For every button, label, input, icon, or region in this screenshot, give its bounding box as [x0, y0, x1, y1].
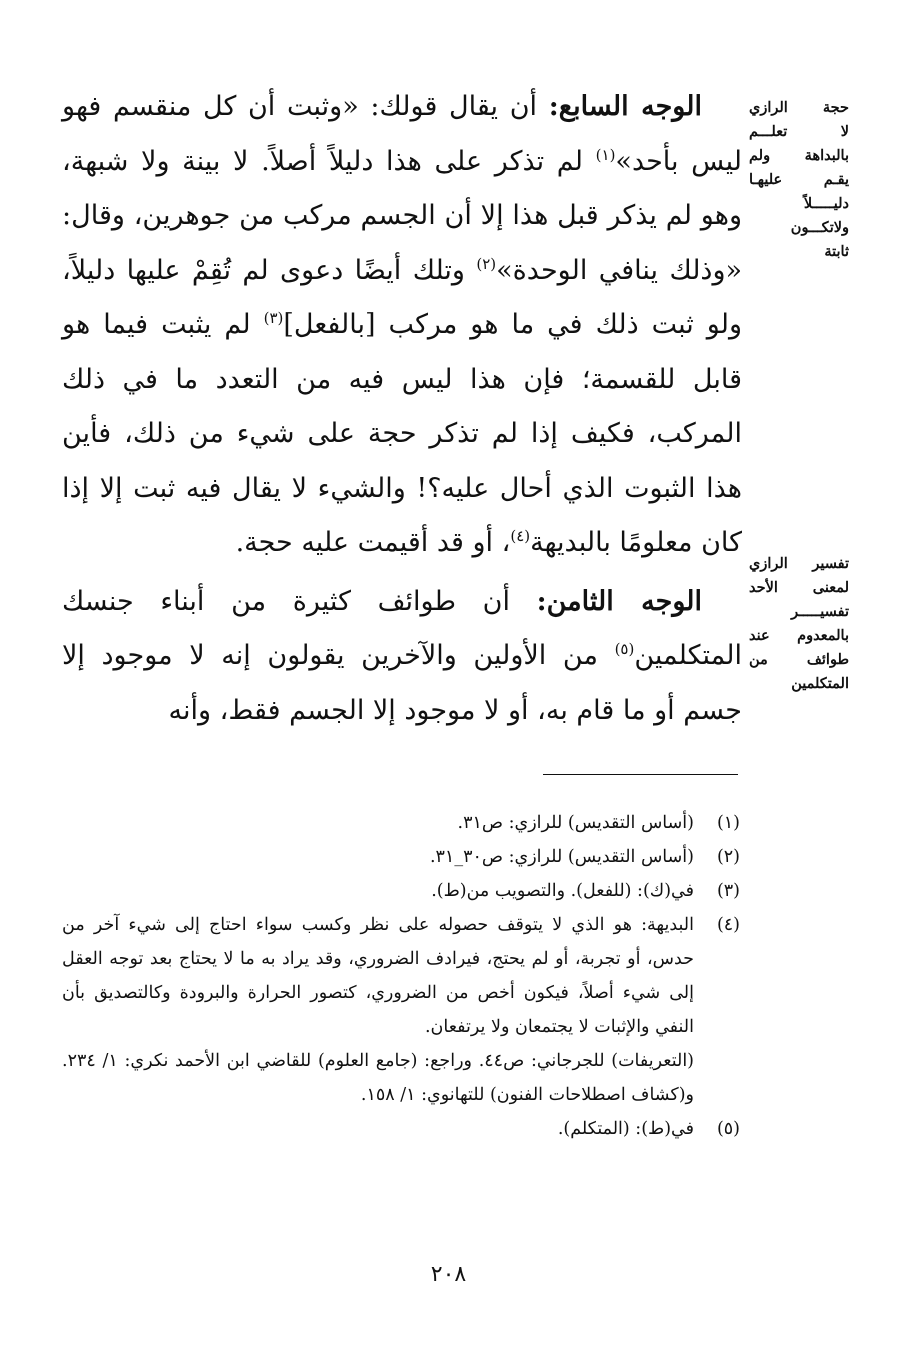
text-segment: ، أو قد أقيمت عليه حجة.	[235, 527, 511, 558]
footnote-text: (أساس التقديس) للرازي: ص٣١.	[457, 813, 694, 833]
footnote-number: (٤)	[716, 915, 740, 935]
text-segment: وتلك أيضًا دعوى لم تُقِمْ عليها دليلاً، ولو ثبت ذلك في ما هو مركب [بالفعل]	[62, 254, 742, 340]
margin-note-line: تفسيـــــر	[791, 603, 849, 620]
margin-note-line: ثابتة	[824, 243, 849, 260]
page-number: ٢٠٨	[430, 1262, 467, 1287]
margin-note-line: بالبداهة ولم	[749, 147, 849, 164]
text-segment: أن طوائف كثيرة من أبناء جنسك المتكلمين	[62, 585, 742, 671]
footnote-item	[62, 1112, 740, 1146]
margin-note-razi-argument	[749, 96, 849, 264]
footnote-text: في(ط): (المتكلم).	[557, 1119, 694, 1139]
footnote-item	[62, 908, 740, 1112]
footnote-body	[62, 908, 694, 1112]
section-heading: الوجه الثامن:	[536, 585, 703, 617]
text-segment: أن يقال قولك: «وثبت أن كل منقسم فهو ليس بأحد»	[62, 91, 742, 177]
footnote-text: في(ك): (للفعل). والتصويب من(ط).	[431, 881, 694, 901]
margin-note-line: لمعنى الأحد	[749, 579, 849, 596]
footnote-number: (٢)	[716, 847, 740, 867]
footnote-ref: (٣)	[263, 309, 284, 327]
margin-note-line: حجة الرازي	[749, 99, 849, 116]
footnotes	[62, 806, 740, 1146]
footnote-text: البديهة: هو الذي لا يتوقف حصوله على نظر وكسب سواء احتاج إلى شيء آخر من حدس، أو تجربة، أو لم يحتج، فيرادف الضروري، وقد يراد به ما لا يحتاج بعد توجه العقل إلى شيء أصلاً، فيكون أخص من الضروري، كتصور الحرارة والبرودة وكالتصديق بأن النفي والإثبات لا يجتمعان ولا يرتفعان.	[62, 915, 694, 1037]
footnote-number: (١)	[716, 813, 740, 833]
footnote-ref: (٢)	[476, 254, 497, 273]
margin-note-line: دليـــــلاً	[803, 195, 849, 212]
margin-note-line: تفسير الرازي	[749, 555, 849, 572]
paragraph-eighth-aspect	[62, 575, 742, 739]
margin-note-line: طوائف من	[749, 651, 849, 668]
footnote-text: (التعريفات) للجرجاني: ص٤٤. وراجع: (جامع العلوم) للقاضي ابن الأحمد نكري: ١/ ٢٣٤. و(كشاف اصطلاحات الفنون) للتهانوي: ١/ ١٥٨.	[62, 1051, 695, 1105]
margin-note-line: ولاتكـــون	[790, 219, 849, 236]
footnote-item	[62, 806, 740, 840]
footnote-ref: (٥)	[614, 640, 635, 658]
footnote-item	[62, 840, 740, 874]
text-segment: لم تذكر على هذا دليلاً أصلاً. لا بينة ولا شبهة، وهو لم يذكر قبل هذا إلا أن الجسم مركب من جوهرين، وقال: «وذلك ينافي الوحدة»	[62, 145, 743, 286]
footnote-text: (أساس التقديس) للرازي: ص٣٠_٣١.	[429, 847, 694, 867]
footnote-number: (٣)	[716, 881, 740, 901]
footnote-divider	[543, 774, 738, 775]
footnote-ref: (١)	[595, 145, 616, 164]
margin-note-line: المتكلمين	[791, 675, 849, 692]
text-segment: من الأولين والآخرين يقولون إنه لا موجود إلا جسم أو ما قام به، أو لا موجود إلا الجسم فقط، وأنه	[62, 640, 742, 726]
margin-note-line: يقـم عليهـا	[749, 171, 849, 188]
footnote-ref: (٤)	[510, 527, 531, 545]
margin-note-line: بالمعدوم عند	[749, 627, 849, 644]
paragraph-seventh-aspect	[62, 80, 742, 571]
footnote-item	[62, 874, 740, 908]
main-text	[62, 80, 742, 738]
text-segment: لم يثبت فيما هو قابل للقسمة؛ فإن هذا ليس فيه من التعدد ما في ذلك المركب، فكيف إذا لم تذكر حجة على شيء من ذلك، فأين هذا الثبوت الذي أحال عليه؟! والشيء لا يقال فيه ثبت إلا إذا كان معلومًا بالبديهة	[62, 309, 742, 558]
footnote-number: (٥)	[716, 1119, 740, 1139]
margin-note-line: لا تعلـــم	[749, 123, 849, 140]
margin-note-razi-interpretation	[749, 552, 849, 696]
section-heading: الوجه السابع:	[548, 91, 702, 122]
